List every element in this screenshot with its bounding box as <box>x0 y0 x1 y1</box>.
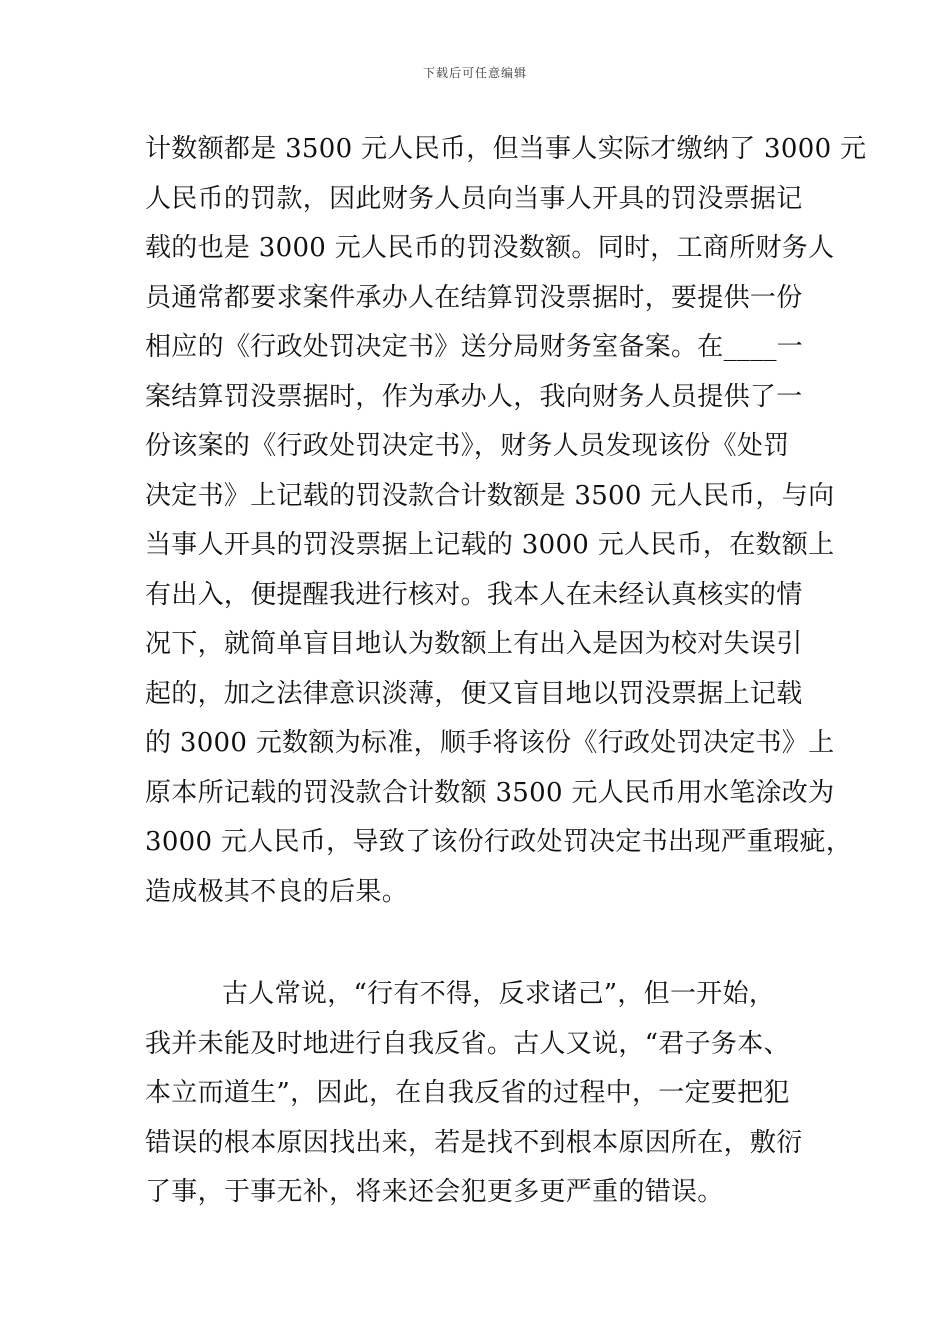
text-line: 3000 元人民币，导致了该份行政处罚决定书出现严重瑕疵， <box>145 827 853 857</box>
text-line: 份该案的《行政处罚决定书》，财务人员发现该份《处罚 <box>145 431 790 461</box>
text-line: 本立而道生”，因此，在自我反省的过程中，一定要把犯 <box>145 1078 790 1108</box>
paragraph-2 <box>145 970 810 1218</box>
text-line: 的 3000 元数额为标准，顺手将该份《行政处罚决定书》上 <box>145 728 835 758</box>
text-line: 员通常都要求案件承办人在结算罚没票据时，要提供一份 <box>145 282 803 313</box>
text-line: 案结算罚没票据时，作为承办人，我向财务人员提供了一 <box>145 381 803 412</box>
text-line: 当事人开具的罚没票据上记载的 3000 元人民币，在数额上 <box>145 530 835 560</box>
text-line: 载的也是 3000 元人民币的罚没数额。同时，工商所财务人 <box>145 233 835 263</box>
page-header: 下载后可任意编辑 <box>422 66 527 80</box>
text-line: 错误的根本原因找出来，若是找不到根本原因所在，敷衍 <box>145 1127 803 1158</box>
paragraph-1 <box>145 125 867 917</box>
text-line: 决定书》上记载的罚没款合计数额是 3500 元人民币，与向 <box>145 480 835 511</box>
text-line: 计数额都是 3500 元人民币，但当事人实际才缴纳了 3000 元 <box>145 134 867 164</box>
text-line: 古人常说，“行有不得，反求诸己”，但一开始， <box>222 979 776 1009</box>
text-line: 人民币的罚款，因此财务人员向当事人开具的罚没票据记 <box>145 183 803 214</box>
text-line: 造成极其不良的后果。 <box>145 876 409 907</box>
text-line: 了事，于事无补，将来还会犯更多更严重的错误。 <box>145 1177 724 1207</box>
text-line: 相应的《行政处罚决定书》送分局财务室备案。在____一 <box>145 332 804 362</box>
text-line: 有出入，便提醒我进行核对。我本人在未经认真核实的情 <box>145 579 803 610</box>
text-line: 原本所记载的罚没款合计数额 3500 元人民币用水笔涂改为 <box>145 777 835 808</box>
text-line: 起的，加之法律意识淡薄，便又盲目地以罚没票据上记载 <box>145 678 803 709</box>
text-line: 我并未能及时地进行自我反省。古人又说，“君子务本、 <box>145 1028 790 1059</box>
text-line: 况下，就简单盲目地认为数额上有出入是因为校对失误引 <box>145 629 803 659</box>
